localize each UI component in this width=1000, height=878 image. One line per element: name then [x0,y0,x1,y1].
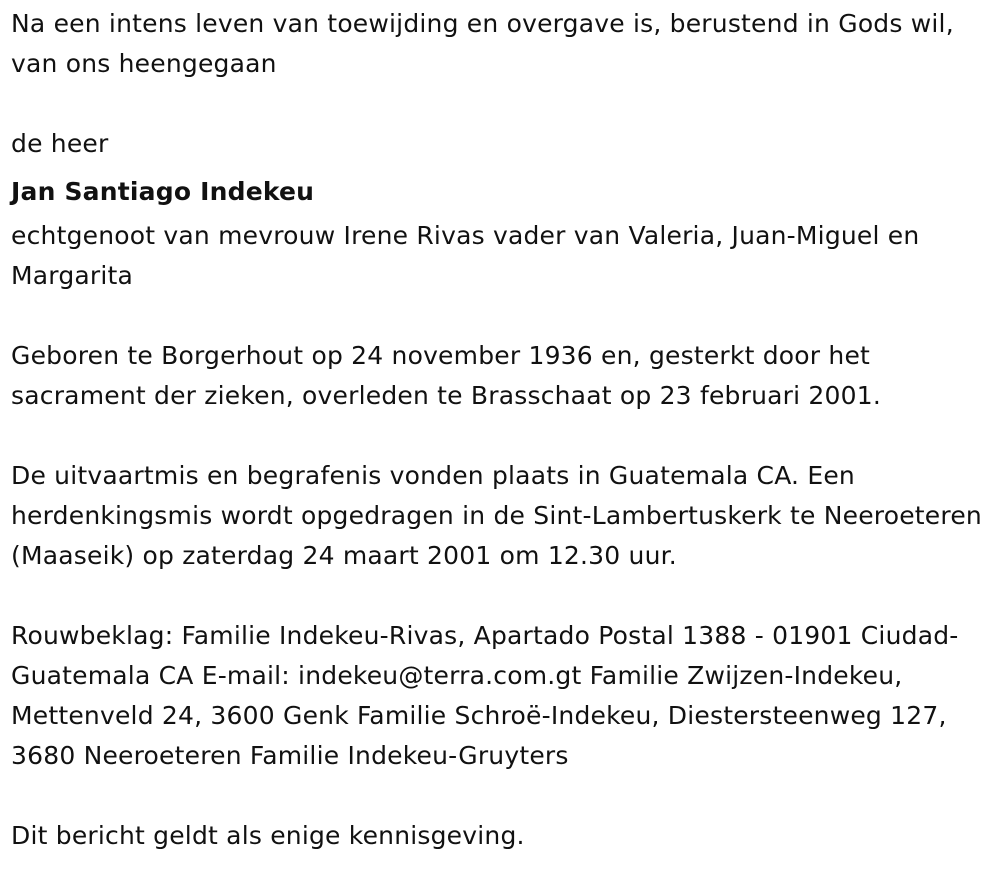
deceased-name: Jan Santiago Indekeu [11,177,315,206]
closing-text: Dit bericht geldt als enige kennisgeving. [11,821,525,850]
condolences-text: Rouwbeklag: Familie Indekeu-Rivas, Apartado Postal 1388 - 01901 Ciudad-Guatemala CA E-mail: indekeu@terra.com.gt Familie Zwijzen-Indekeu, Mettenveld 24, 3600 Genk Familie Schroë-Indekeu, Diestersteenweg 127, 3680 Neeroeteren Familie Indekeu-Gruyters [11,621,959,770]
death-notice [11,4,991,856]
relations-text: echtgenoot van mevrouw Irene Rivas vader van Valeria, Juan-Miguel en Margarita [11,221,920,290]
spacer [11,416,991,456]
spacer [11,776,991,816]
spacer [11,84,991,124]
intro-text: Na een intens leven van toewijding en overgave is, berustend in Gods wil, van ons heengegaan [11,9,954,78]
spacer [11,296,991,336]
salutation-text: de heer [11,129,109,158]
funeral-text: De uitvaartmis en begrafenis vonden plaats in Guatemala CA. Een herdenkingsmis wordt opgedragen in de Sint-Lambertuskerk te Neeroeteren (Maaseik) op zaterdag 24 maart 2001 om 12.30 uur. [11,461,982,570]
birth-death-text: Geboren te Borgerhout op 24 november 1936 en, gesterkt door het sacrament der zieken, overleden te Brasschaat op 23 februari 2001. [11,341,881,410]
spacer [11,576,991,616]
